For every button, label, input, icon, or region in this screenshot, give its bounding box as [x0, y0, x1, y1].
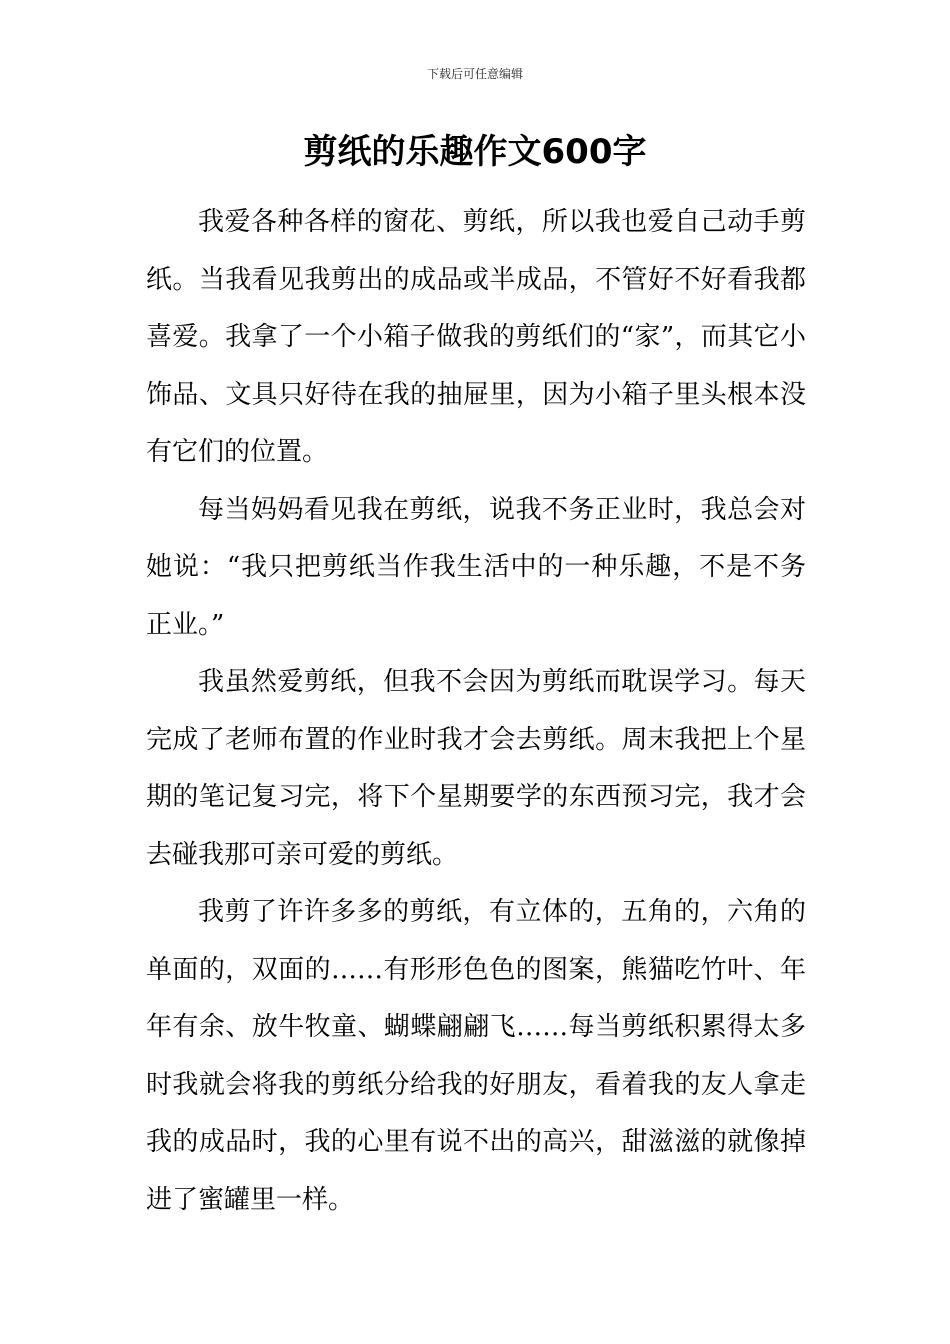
- paragraph-1: 我爱各种各样的窗花、剪纸，所以我也爱自己动手剪纸。当我看见我剪出的成品或半成品，不管好不好看我都喜爱。我拿了一个小箱子做我的剪纸们的“家”，而其它小饰品、文具只好待在我的抽屉里，因为小箱子里头根本没有它们的位置。: [146, 207, 806, 467]
- document-body: [146, 194, 806, 1229]
- document-title: 剪纸的乐趣作文600字: [303, 132, 647, 172]
- paragraph-3: 我虽然爱剪纸，但我不会因为剪纸而耽误学习。每天完成了老师布置的作业时我才会去剪纸。周末我把上个星期的笔记复习完，将下个星期要学的东西预习完，我才会去碰我那可亲可爱的剪纸。: [146, 667, 806, 870]
- header-note: 下载后可任意编辑: [426, 67, 523, 81]
- paragraph-2: 每当妈妈看见我在剪纸，说我不务正业时，我总会对她说：“我只把剪纸当作我生活中的一种乐趣，不是不务正业。”: [146, 494, 806, 640]
- paragraph-4: 我剪了许许多多的剪纸，有立体的，五角的，六角的单面的，双面的……有形形色色的图案，熊猫吃竹叶、年年有余、放牛牧童、蝴蝶翩翩飞……每当剪纸积累得太多时我就会将我的剪纸分给我的好朋友，看着我的友人拿走我的成品时，我的心里有说不出的高兴，甜滋滋的就像掉进了蜜罐里一样。: [146, 897, 806, 1215]
